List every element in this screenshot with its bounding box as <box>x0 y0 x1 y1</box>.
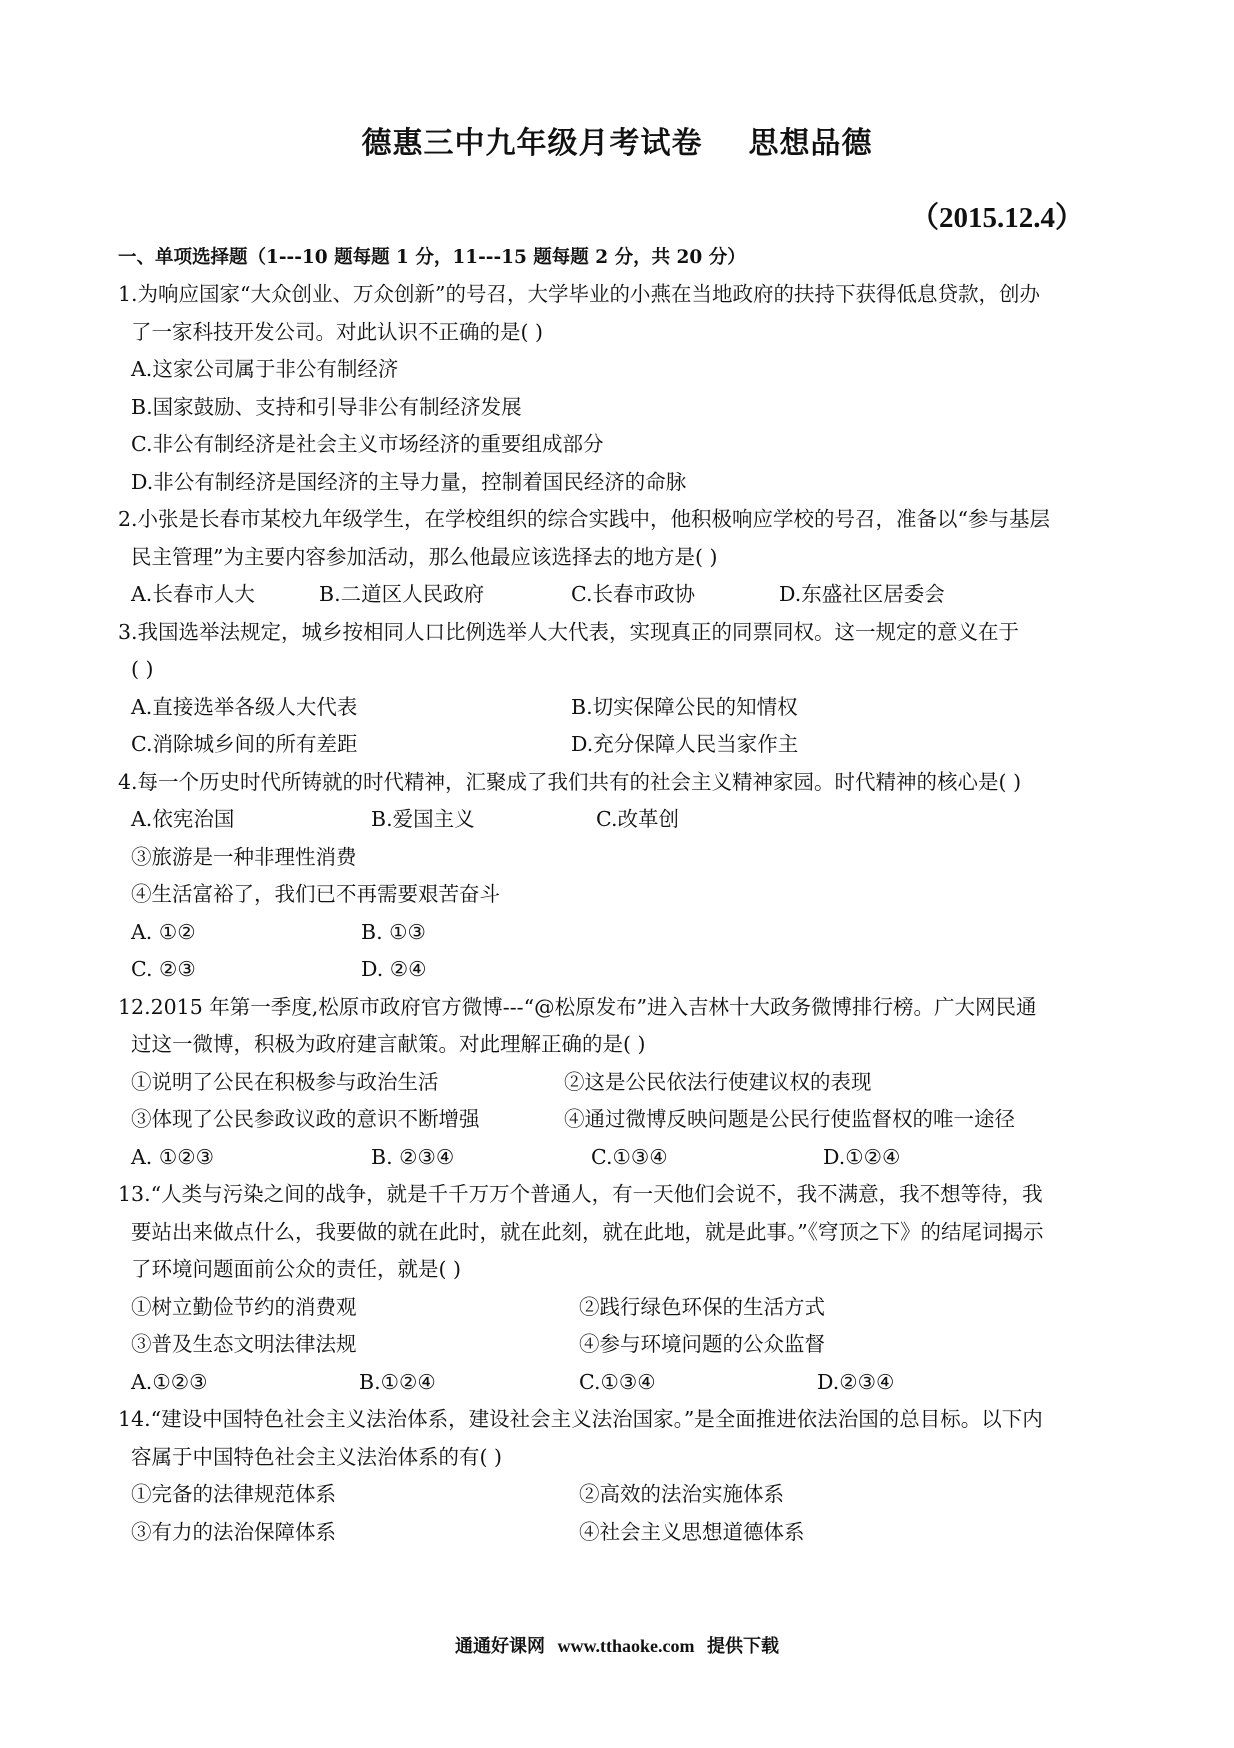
question-4-option-c: C.改革创 <box>596 807 679 831</box>
question-14-statement-2: ②高效的法治实施体系 <box>579 1482 784 1506</box>
question-4-option-b: B.爱国主义 <box>371 807 475 831</box>
footer-download-text: 提供下载 <box>707 1636 780 1657</box>
question-12-statements-row2 <box>118 1101 1128 1139</box>
question-13-statement-3: ③普及生态文明法律法规 <box>131 1332 357 1356</box>
question-4-choices-row2 <box>118 951 1128 989</box>
question-3-option-c: C.消除城乡间的所有差距 <box>131 732 358 756</box>
question-12-choice-a: A. ①②③ <box>131 1144 214 1169</box>
question-2-option-a: A.长春市人大 <box>131 582 255 606</box>
question-2-option-d: D.东盛社区居委会 <box>779 582 945 606</box>
question-12-statement-1: ①说明了公民在积极参与政治生活 <box>131 1069 439 1094</box>
question-13-choices <box>118 1364 1128 1402</box>
question-13-choice-b: B.①②④ <box>359 1369 436 1394</box>
question-3-stem: 3.我国选举法规定，城乡按相同人口比例选举人大代表，实现真正的同票同权。这一规定的意义在于 <box>118 619 1020 644</box>
question-4-stem: 4.每一个历史时代所铸就的时代精神，汇聚成了我们共有的社会主义精神家园。时代精神的核心是( ) <box>118 769 1022 794</box>
exam-title-subject: 思想品德 <box>748 126 873 161</box>
question-1-stem: 1.为响应国家“大众创业、万众创新”的号召，大学毕业的小燕在当地政府的扶持下获得低息贷款，创办 <box>118 282 1041 306</box>
section-heading: 一、单项选择题（1---10 题每题 1 分，11---15 题每题 2 分，共 20 分） <box>118 247 746 268</box>
question-1-option-a: A.这家公司属于非公有制经济 <box>131 357 399 381</box>
question-13-choice-a: A.①②③ <box>131 1369 208 1394</box>
question-14-stem: 14.“建设中国特色社会主义法治体系，建设社会主义法治国家。”是全面推进依法治国的总目标。以下内 <box>118 1407 1043 1431</box>
question-2-options <box>118 576 1128 614</box>
question-13-statement-4: ④参与环境问题的公众监督 <box>579 1332 825 1356</box>
question-12-statements-row1 <box>118 1064 1128 1102</box>
question-12-stem: 12.2015 年第一季度,松原市政府官方微博---“@松原发布”进入吉林十大政务微博排行榜。广大网民通 <box>118 994 1037 1019</box>
question-1-option-d: D.非公有制经济是国经济的主导力量，控制着国民经济的命脉 <box>131 469 687 494</box>
question-4-statement-4: ④生活富裕了，我们已不再需要艰苦奋斗 <box>131 882 500 906</box>
question-14-statement-3: ③有力的法治保障体系 <box>131 1519 336 1544</box>
question-2-stem-cont: 民主管理”为主要内容参加活动，那么他最应该选择去的地方是( ) <box>131 544 718 569</box>
question-2-stem: 2.小张是长春市某校九年级学生，在学校组织的综合实践中，他积极响应学校的号召，准备以“参与基层 <box>118 507 1051 531</box>
question-3-option-a: A.直接选举各级人大代表 <box>131 694 358 719</box>
question-3-option-b: B.切实保障公民的知情权 <box>571 694 798 719</box>
exam-title-main: 德惠三中九年级月考试卷 <box>361 126 703 161</box>
exam-date: （2015.12.4） <box>909 202 1084 234</box>
question-4-choices-row1 <box>118 914 1128 952</box>
question-13-statement-1: ①树立勤俭节约的消费观 <box>131 1294 357 1319</box>
question-1-option-b: B.国家鼓励、支持和引导非公有制经济发展 <box>131 394 522 419</box>
question-13-statements-row2 <box>118 1326 1128 1364</box>
question-12-statement-4: ④通过微博反映问题是公民行使监督权的唯一途径 <box>564 1107 1015 1131</box>
question-4-options <box>118 801 1128 839</box>
question-13-stem: 13.“人类与污染之间的战争，就是千千万万个普通人，有一天他们会说不，我不满意，我不想等待，我 <box>118 1182 1043 1206</box>
question-14-statements-row1 <box>118 1476 1128 1514</box>
question-4-choice-b: B. ①③ <box>361 919 426 944</box>
question-13-stem-cont-2: 了环境问题面前公众的责任，就是( ) <box>131 1257 462 1281</box>
question-2-option-c: C.长春市政协 <box>571 582 695 606</box>
question-12-statement-3: ③体现了公民参政议政的意识不断增强 <box>131 1107 480 1131</box>
footer-site-url[interactable]: www.tthaoke.com <box>557 1636 695 1656</box>
question-13-statement-2: ②践行绿色环保的生活方式 <box>579 1294 825 1319</box>
page-footer <box>0 1632 1234 1658</box>
question-4-choice-d: D. ②④ <box>361 957 427 981</box>
question-13-choice-c: C.①③④ <box>579 1369 656 1394</box>
question-12-choice-b: B. ②③④ <box>371 1144 455 1169</box>
question-13-choice-d: D.②③④ <box>817 1369 895 1394</box>
question-4-choice-a: A. ①② <box>131 919 196 944</box>
exam-title <box>0 118 1234 162</box>
question-14-statement-1: ①完备的法律规范体系 <box>131 1482 336 1506</box>
footer-site-name: 通通好课网 <box>454 1636 545 1657</box>
question-list <box>118 276 1128 1551</box>
question-3-options-row1 <box>118 689 1128 727</box>
question-1-stem-cont: 了一家科技开发公司。对此认识不正确的是( ) <box>131 319 544 344</box>
question-14-statements-row2 <box>118 1514 1128 1552</box>
question-12-choice-c: C.①③④ <box>591 1144 668 1169</box>
question-14-statement-4: ④社会主义思想道德体系 <box>579 1519 805 1544</box>
question-1-option-c: C.非公有制经济是社会主义市场经济的重要组成部分 <box>131 432 604 456</box>
question-13-stem-cont-1: 要站出来做点什么，我要做的就在此时，就在此刻，就在此地，就是此事。”《穹顶之下》的结尾词揭示 <box>131 1219 1044 1244</box>
question-12-choices <box>118 1139 1128 1177</box>
question-2-option-b: B.二道区人民政府 <box>319 582 485 606</box>
question-4-option-a: A.依宪治国 <box>131 807 235 831</box>
question-12-choice-d: D.①②④ <box>823 1144 901 1169</box>
question-14-stem-cont: 容属于中国特色社会主义法治体系的有( ) <box>131 1444 503 1469</box>
question-4-statement-3: ③旅游是一种非理性消费 <box>131 844 357 869</box>
question-12-stem-cont: 过这一微博，积极为政府建言献策。对此理解正确的是( ) <box>131 1032 646 1056</box>
question-4-choice-c: C. ②③ <box>131 957 196 981</box>
question-13-statements-row1 <box>118 1289 1128 1327</box>
question-3-stem-cont: ( ) <box>131 657 154 681</box>
question-3-option-d: D.充分保障人民当家作主 <box>571 732 799 756</box>
question-12-statement-2: ②这是公民依法行使建议权的表现 <box>564 1069 872 1094</box>
question-3-options-row2 <box>118 726 1128 764</box>
